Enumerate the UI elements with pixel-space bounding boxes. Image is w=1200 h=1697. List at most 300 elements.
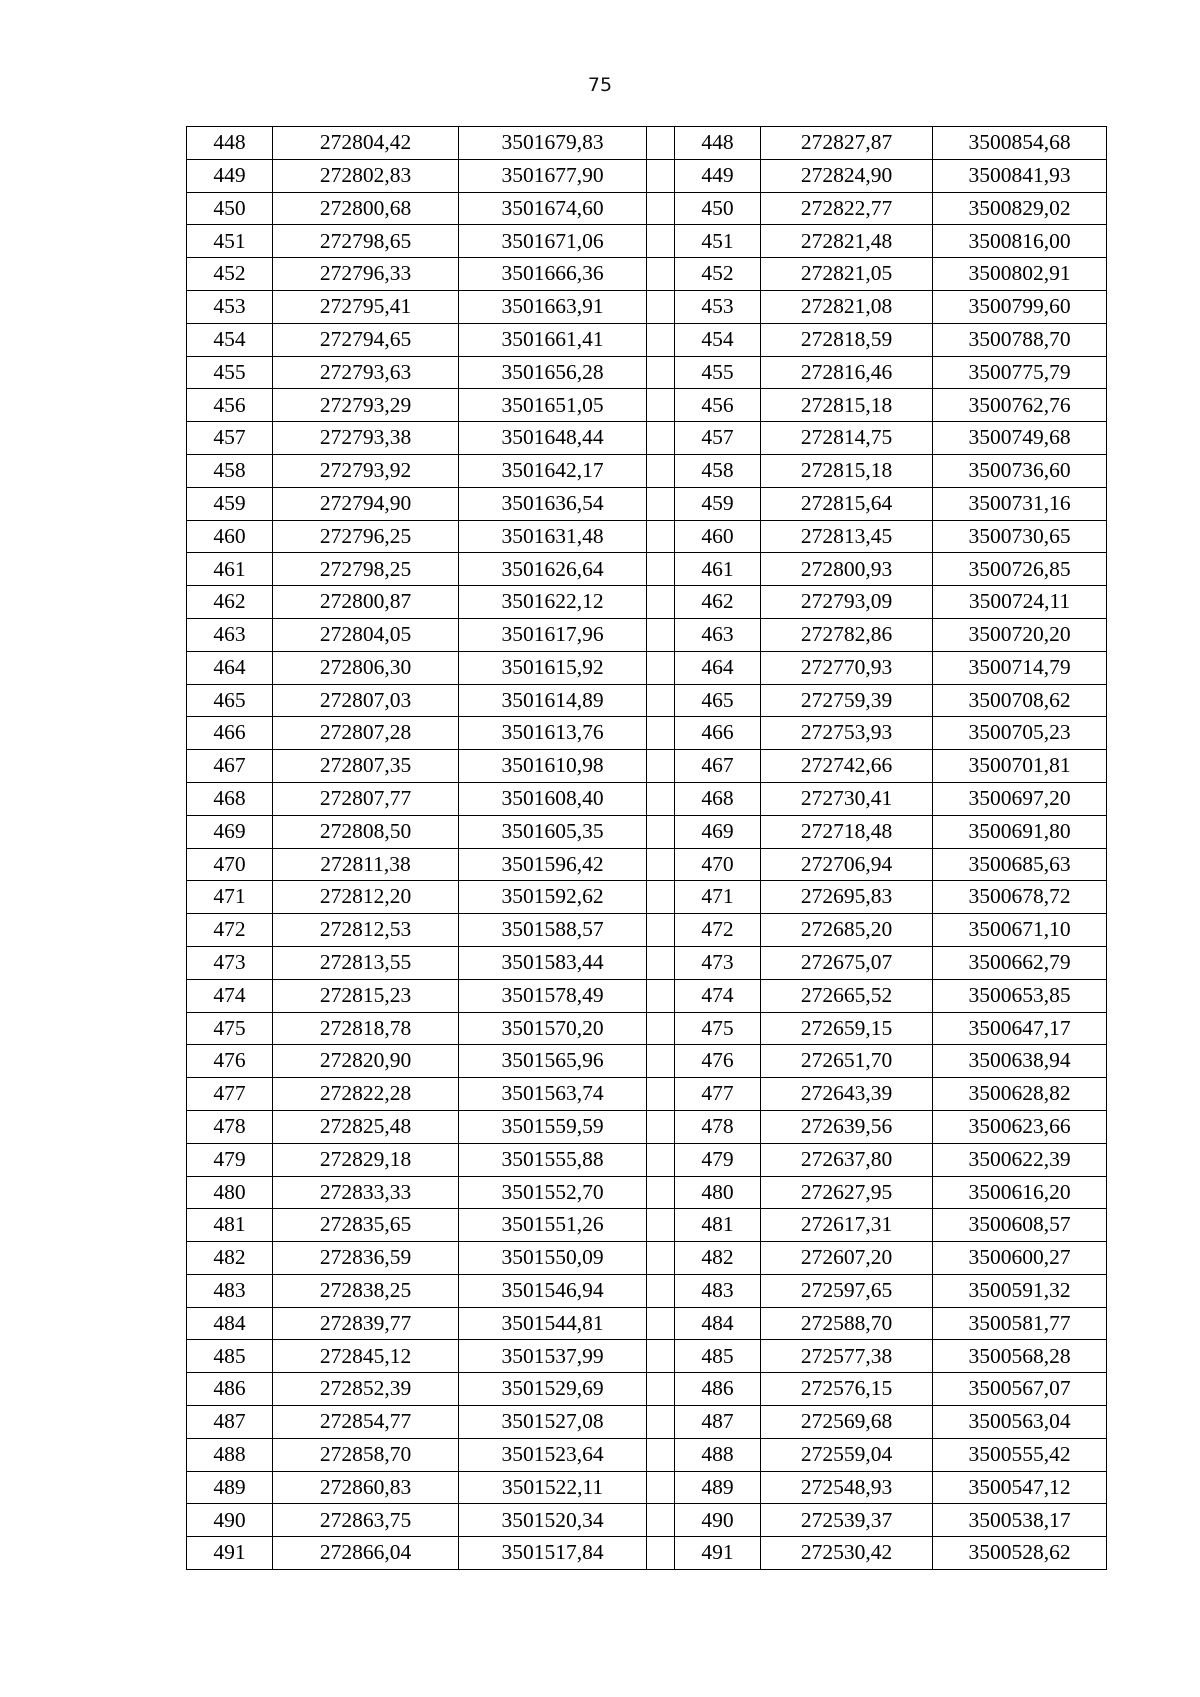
spacer-cell xyxy=(647,127,675,160)
spacer-cell xyxy=(647,1012,675,1045)
point-number-cell: 458 xyxy=(187,454,273,487)
point-number-cell: 481 xyxy=(187,1209,273,1242)
point-number-cell: 490 xyxy=(187,1504,273,1537)
point-number-cell: 470 xyxy=(187,848,273,881)
point-number-cell: 453 xyxy=(675,290,761,323)
x-coordinate-cell: 272798,65 xyxy=(273,225,459,258)
x-coordinate-cell: 272576,15 xyxy=(761,1373,933,1406)
spacer-cell xyxy=(647,356,675,389)
table-row xyxy=(187,159,1107,192)
x-coordinate-cell: 272807,28 xyxy=(273,717,459,750)
point-number-cell: 474 xyxy=(187,979,273,1012)
point-number-cell: 448 xyxy=(675,127,761,160)
x-coordinate-cell: 272816,46 xyxy=(761,356,933,389)
point-number-cell: 464 xyxy=(187,651,273,684)
x-coordinate-cell: 272821,48 xyxy=(761,225,933,258)
spacer-cell xyxy=(647,881,675,914)
y-coordinate-cell: 3501674,60 xyxy=(459,192,647,225)
y-coordinate-cell: 3500854,68 xyxy=(933,127,1107,160)
y-coordinate-cell: 3500671,10 xyxy=(933,914,1107,947)
spacer-cell xyxy=(647,487,675,520)
x-coordinate-cell: 272818,78 xyxy=(273,1012,459,1045)
table-row xyxy=(187,356,1107,389)
point-number-cell: 458 xyxy=(675,454,761,487)
x-coordinate-cell: 272824,90 xyxy=(761,159,933,192)
x-coordinate-cell: 272802,83 xyxy=(273,159,459,192)
x-coordinate-cell: 272794,90 xyxy=(273,487,459,520)
y-coordinate-cell: 3500563,04 xyxy=(933,1406,1107,1439)
spacer-cell xyxy=(647,520,675,553)
y-coordinate-cell: 3501626,64 xyxy=(459,553,647,586)
x-coordinate-cell: 272807,35 xyxy=(273,750,459,783)
point-number-cell: 487 xyxy=(675,1406,761,1439)
point-number-cell: 470 xyxy=(675,848,761,881)
point-number-cell: 463 xyxy=(187,618,273,651)
y-coordinate-cell: 3500841,93 xyxy=(933,159,1107,192)
table-row xyxy=(187,192,1107,225)
spacer-cell xyxy=(647,290,675,323)
x-coordinate-cell: 272812,53 xyxy=(273,914,459,947)
point-number-cell: 465 xyxy=(187,684,273,717)
point-number-cell: 460 xyxy=(675,520,761,553)
y-coordinate-cell: 3500714,79 xyxy=(933,651,1107,684)
table-row xyxy=(187,1242,1107,1275)
y-coordinate-cell: 3500788,70 xyxy=(933,323,1107,356)
table-row xyxy=(187,1537,1107,1570)
x-coordinate-cell: 272639,56 xyxy=(761,1110,933,1143)
x-coordinate-cell: 272759,39 xyxy=(761,684,933,717)
x-coordinate-cell: 272800,93 xyxy=(761,553,933,586)
spacer-cell xyxy=(647,1504,675,1537)
point-number-cell: 490 xyxy=(675,1504,761,1537)
spacer-cell xyxy=(647,553,675,586)
spacer-cell xyxy=(647,225,675,258)
point-number-cell: 478 xyxy=(675,1110,761,1143)
y-coordinate-cell: 3500591,32 xyxy=(933,1274,1107,1307)
x-coordinate-cell: 272559,04 xyxy=(761,1438,933,1471)
table-row xyxy=(187,487,1107,520)
point-number-cell: 486 xyxy=(187,1373,273,1406)
point-number-cell: 457 xyxy=(187,422,273,455)
x-coordinate-cell: 272827,87 xyxy=(761,127,933,160)
point-number-cell: 457 xyxy=(675,422,761,455)
spacer-cell xyxy=(647,1373,675,1406)
point-number-cell: 456 xyxy=(187,389,273,422)
y-coordinate-cell: 3501563,74 xyxy=(459,1078,647,1111)
table-row xyxy=(187,750,1107,783)
x-coordinate-cell: 272685,20 xyxy=(761,914,933,947)
y-coordinate-cell: 3501588,57 xyxy=(459,914,647,947)
table-row xyxy=(187,651,1107,684)
point-number-cell: 488 xyxy=(675,1438,761,1471)
y-coordinate-cell: 3501648,44 xyxy=(459,422,647,455)
x-coordinate-cell: 272793,92 xyxy=(273,454,459,487)
x-coordinate-cell: 272793,63 xyxy=(273,356,459,389)
spacer-cell xyxy=(647,848,675,881)
point-number-cell: 468 xyxy=(187,782,273,815)
point-number-cell: 459 xyxy=(187,487,273,520)
spacer-cell xyxy=(647,1537,675,1570)
point-number-cell: 469 xyxy=(675,815,761,848)
y-coordinate-cell: 3500608,57 xyxy=(933,1209,1107,1242)
table-row xyxy=(187,225,1107,258)
y-coordinate-cell: 3500736,60 xyxy=(933,454,1107,487)
point-number-cell: 485 xyxy=(675,1340,761,1373)
x-coordinate-cell: 272651,70 xyxy=(761,1045,933,1078)
y-coordinate-cell: 3500802,91 xyxy=(933,258,1107,291)
table-row xyxy=(187,618,1107,651)
point-number-cell: 468 xyxy=(675,782,761,815)
table-row xyxy=(187,1045,1107,1078)
point-number-cell: 462 xyxy=(187,586,273,619)
coordinates-table-body xyxy=(187,127,1107,1570)
spacer-cell xyxy=(647,618,675,651)
spacer-cell xyxy=(647,815,675,848)
table-row xyxy=(187,389,1107,422)
table-row xyxy=(187,290,1107,323)
x-coordinate-cell: 272665,52 xyxy=(761,979,933,1012)
x-coordinate-cell: 272858,70 xyxy=(273,1438,459,1471)
point-number-cell: 466 xyxy=(675,717,761,750)
y-coordinate-cell: 3500724,11 xyxy=(933,586,1107,619)
spacer-cell xyxy=(647,1176,675,1209)
y-coordinate-cell: 3500568,28 xyxy=(933,1340,1107,1373)
y-coordinate-cell: 3500775,79 xyxy=(933,356,1107,389)
spacer-cell xyxy=(647,192,675,225)
point-number-cell: 486 xyxy=(675,1373,761,1406)
y-coordinate-cell: 3501555,88 xyxy=(459,1143,647,1176)
x-coordinate-cell: 272796,33 xyxy=(273,258,459,291)
x-coordinate-cell: 272804,42 xyxy=(273,127,459,160)
point-number-cell: 483 xyxy=(675,1274,761,1307)
point-number-cell: 487 xyxy=(187,1406,273,1439)
y-coordinate-cell: 3501631,48 xyxy=(459,520,647,553)
x-coordinate-cell: 272815,18 xyxy=(761,454,933,487)
point-number-cell: 462 xyxy=(675,586,761,619)
x-coordinate-cell: 272530,42 xyxy=(761,1537,933,1570)
x-coordinate-cell: 272588,70 xyxy=(761,1307,933,1340)
y-coordinate-cell: 3500538,17 xyxy=(933,1504,1107,1537)
table-row xyxy=(187,1143,1107,1176)
table-row xyxy=(187,1209,1107,1242)
x-coordinate-cell: 272845,12 xyxy=(273,1340,459,1373)
spacer-cell xyxy=(647,258,675,291)
y-coordinate-cell: 3500685,63 xyxy=(933,848,1107,881)
y-coordinate-cell: 3500628,82 xyxy=(933,1078,1107,1111)
point-number-cell: 451 xyxy=(675,225,761,258)
point-number-cell: 482 xyxy=(675,1242,761,1275)
point-number-cell: 456 xyxy=(675,389,761,422)
table-row xyxy=(187,1406,1107,1439)
table-row xyxy=(187,1078,1107,1111)
point-number-cell: 461 xyxy=(675,553,761,586)
point-number-cell: 473 xyxy=(187,946,273,979)
point-number-cell: 480 xyxy=(675,1176,761,1209)
point-number-cell: 475 xyxy=(187,1012,273,1045)
point-number-cell: 467 xyxy=(675,750,761,783)
table-row xyxy=(187,1504,1107,1537)
spacer-cell xyxy=(647,1307,675,1340)
point-number-cell: 471 xyxy=(675,881,761,914)
x-coordinate-cell: 272807,77 xyxy=(273,782,459,815)
x-coordinate-cell: 272825,48 xyxy=(273,1110,459,1143)
point-number-cell: 485 xyxy=(187,1340,273,1373)
spacer-cell xyxy=(647,684,675,717)
x-coordinate-cell: 272800,87 xyxy=(273,586,459,619)
spacer-cell xyxy=(647,1209,675,1242)
point-number-cell: 491 xyxy=(675,1537,761,1570)
point-number-cell: 454 xyxy=(187,323,273,356)
y-coordinate-cell: 3500720,20 xyxy=(933,618,1107,651)
point-number-cell: 484 xyxy=(187,1307,273,1340)
y-coordinate-cell: 3500622,39 xyxy=(933,1143,1107,1176)
y-coordinate-cell: 3501677,90 xyxy=(459,159,647,192)
point-number-cell: 460 xyxy=(187,520,273,553)
x-coordinate-cell: 272835,65 xyxy=(273,1209,459,1242)
table-row xyxy=(187,1471,1107,1504)
point-number-cell: 472 xyxy=(187,914,273,947)
y-coordinate-cell: 3501608,40 xyxy=(459,782,647,815)
y-coordinate-cell: 3501596,42 xyxy=(459,848,647,881)
point-number-cell: 453 xyxy=(187,290,273,323)
y-coordinate-cell: 3501529,69 xyxy=(459,1373,647,1406)
point-number-cell: 484 xyxy=(675,1307,761,1340)
spacer-cell xyxy=(647,1274,675,1307)
point-number-cell: 477 xyxy=(675,1078,761,1111)
x-coordinate-cell: 272821,05 xyxy=(761,258,933,291)
y-coordinate-cell: 3500528,62 xyxy=(933,1537,1107,1570)
spacer-cell xyxy=(647,979,675,1012)
y-coordinate-cell: 3500581,77 xyxy=(933,1307,1107,1340)
spacer-cell xyxy=(647,1340,675,1373)
point-number-cell: 482 xyxy=(187,1242,273,1275)
table-row xyxy=(187,1307,1107,1340)
point-number-cell: 476 xyxy=(675,1045,761,1078)
point-number-cell: 449 xyxy=(187,159,273,192)
spacer-cell xyxy=(647,422,675,455)
spacer-cell xyxy=(647,1242,675,1275)
point-number-cell: 489 xyxy=(675,1471,761,1504)
y-coordinate-cell: 3501559,59 xyxy=(459,1110,647,1143)
x-coordinate-cell: 272854,77 xyxy=(273,1406,459,1439)
point-number-cell: 477 xyxy=(187,1078,273,1111)
y-coordinate-cell: 3501527,08 xyxy=(459,1406,647,1439)
point-number-cell: 491 xyxy=(187,1537,273,1570)
x-coordinate-cell: 272569,68 xyxy=(761,1406,933,1439)
x-coordinate-cell: 272813,55 xyxy=(273,946,459,979)
y-coordinate-cell: 3501622,12 xyxy=(459,586,647,619)
table-row xyxy=(187,520,1107,553)
x-coordinate-cell: 272539,37 xyxy=(761,1504,933,1537)
table-row xyxy=(187,323,1107,356)
table-row xyxy=(187,848,1107,881)
y-coordinate-cell: 3501661,41 xyxy=(459,323,647,356)
spacer-cell xyxy=(647,323,675,356)
spacer-cell xyxy=(647,782,675,815)
y-coordinate-cell: 3500730,65 xyxy=(933,520,1107,553)
y-coordinate-cell: 3500600,27 xyxy=(933,1242,1107,1275)
x-coordinate-cell: 272808,50 xyxy=(273,815,459,848)
x-coordinate-cell: 272807,03 xyxy=(273,684,459,717)
y-coordinate-cell: 3500731,16 xyxy=(933,487,1107,520)
table-row xyxy=(187,1340,1107,1373)
x-coordinate-cell: 272815,18 xyxy=(761,389,933,422)
y-coordinate-cell: 3501666,36 xyxy=(459,258,647,291)
y-coordinate-cell: 3501605,35 xyxy=(459,815,647,848)
y-coordinate-cell: 3501610,98 xyxy=(459,750,647,783)
x-coordinate-cell: 272811,38 xyxy=(273,848,459,881)
table-row xyxy=(187,1274,1107,1307)
y-coordinate-cell: 3501656,28 xyxy=(459,356,647,389)
point-number-cell: 479 xyxy=(187,1143,273,1176)
x-coordinate-cell: 272863,75 xyxy=(273,1504,459,1537)
x-coordinate-cell: 272820,90 xyxy=(273,1045,459,1078)
point-number-cell: 479 xyxy=(675,1143,761,1176)
y-coordinate-cell: 3501517,84 xyxy=(459,1537,647,1570)
point-number-cell: 474 xyxy=(675,979,761,1012)
point-number-cell: 472 xyxy=(675,914,761,947)
x-coordinate-cell: 272815,23 xyxy=(273,979,459,1012)
point-number-cell: 452 xyxy=(187,258,273,291)
y-coordinate-cell: 3501663,91 xyxy=(459,290,647,323)
point-number-cell: 466 xyxy=(187,717,273,750)
y-coordinate-cell: 3501578,49 xyxy=(459,979,647,1012)
table-row xyxy=(187,258,1107,291)
spacer-cell xyxy=(647,717,675,750)
table-row xyxy=(187,1373,1107,1406)
x-coordinate-cell: 272706,94 xyxy=(761,848,933,881)
point-number-cell: 461 xyxy=(187,553,273,586)
table-row xyxy=(187,946,1107,979)
x-coordinate-cell: 272643,39 xyxy=(761,1078,933,1111)
x-coordinate-cell: 272637,80 xyxy=(761,1143,933,1176)
table-row xyxy=(187,914,1107,947)
y-coordinate-cell: 3501565,96 xyxy=(459,1045,647,1078)
x-coordinate-cell: 272798,25 xyxy=(273,553,459,586)
x-coordinate-cell: 272796,25 xyxy=(273,520,459,553)
page-number: 75 xyxy=(587,74,613,96)
point-number-cell: 469 xyxy=(187,815,273,848)
y-coordinate-cell: 3501592,62 xyxy=(459,881,647,914)
point-number-cell: 451 xyxy=(187,225,273,258)
table-row xyxy=(187,684,1107,717)
point-number-cell: 467 xyxy=(187,750,273,783)
point-number-cell: 488 xyxy=(187,1438,273,1471)
x-coordinate-cell: 272800,68 xyxy=(273,192,459,225)
y-coordinate-cell: 3500749,68 xyxy=(933,422,1107,455)
y-coordinate-cell: 3501614,89 xyxy=(459,684,647,717)
spacer-cell xyxy=(647,159,675,192)
x-coordinate-cell: 272742,66 xyxy=(761,750,933,783)
x-coordinate-cell: 272866,04 xyxy=(273,1537,459,1570)
spacer-cell xyxy=(647,750,675,783)
x-coordinate-cell: 272675,07 xyxy=(761,946,933,979)
y-coordinate-cell: 3500616,20 xyxy=(933,1176,1107,1209)
spacer-cell xyxy=(647,1110,675,1143)
y-coordinate-cell: 3501617,96 xyxy=(459,618,647,651)
y-coordinate-cell: 3501552,70 xyxy=(459,1176,647,1209)
point-number-cell: 465 xyxy=(675,684,761,717)
point-number-cell: 489 xyxy=(187,1471,273,1504)
y-coordinate-cell: 3501583,44 xyxy=(459,946,647,979)
table-row xyxy=(187,979,1107,1012)
point-number-cell: 480 xyxy=(187,1176,273,1209)
y-coordinate-cell: 3501642,17 xyxy=(459,454,647,487)
point-number-cell: 454 xyxy=(675,323,761,356)
x-coordinate-cell: 272822,77 xyxy=(761,192,933,225)
x-coordinate-cell: 272838,25 xyxy=(273,1274,459,1307)
x-coordinate-cell: 272815,64 xyxy=(761,487,933,520)
table-row xyxy=(187,1110,1107,1143)
table-row xyxy=(187,815,1107,848)
spacer-cell xyxy=(647,1045,675,1078)
y-coordinate-cell: 3500653,85 xyxy=(933,979,1107,1012)
table-row xyxy=(187,717,1107,750)
x-coordinate-cell: 272770,93 xyxy=(761,651,933,684)
y-coordinate-cell: 3501636,54 xyxy=(459,487,647,520)
x-coordinate-cell: 272818,59 xyxy=(761,323,933,356)
y-coordinate-cell: 3500647,17 xyxy=(933,1012,1107,1045)
x-coordinate-cell: 272617,31 xyxy=(761,1209,933,1242)
table-row xyxy=(187,1438,1107,1471)
table-row xyxy=(187,881,1107,914)
spacer-cell xyxy=(647,946,675,979)
x-coordinate-cell: 272577,38 xyxy=(761,1340,933,1373)
spacer-cell xyxy=(647,914,675,947)
y-coordinate-cell: 3500697,20 xyxy=(933,782,1107,815)
y-coordinate-cell: 3501651,05 xyxy=(459,389,647,422)
x-coordinate-cell: 272730,41 xyxy=(761,782,933,815)
point-number-cell: 464 xyxy=(675,651,761,684)
spacer-cell xyxy=(647,1471,675,1504)
y-coordinate-cell: 3500816,00 xyxy=(933,225,1107,258)
point-number-cell: 449 xyxy=(675,159,761,192)
point-number-cell: 452 xyxy=(675,258,761,291)
x-coordinate-cell: 272794,65 xyxy=(273,323,459,356)
x-coordinate-cell: 272795,41 xyxy=(273,290,459,323)
y-coordinate-cell: 3501615,92 xyxy=(459,651,647,684)
y-coordinate-cell: 3501570,20 xyxy=(459,1012,647,1045)
point-number-cell: 463 xyxy=(675,618,761,651)
point-number-cell: 483 xyxy=(187,1274,273,1307)
point-number-cell: 450 xyxy=(187,192,273,225)
x-coordinate-cell: 272813,45 xyxy=(761,520,933,553)
y-coordinate-cell: 3500726,85 xyxy=(933,553,1107,586)
y-coordinate-cell: 3500691,80 xyxy=(933,815,1107,848)
spacer-cell xyxy=(647,1438,675,1471)
point-number-cell: 450 xyxy=(675,192,761,225)
x-coordinate-cell: 272695,83 xyxy=(761,881,933,914)
spacer-cell xyxy=(647,1143,675,1176)
y-coordinate-cell: 3500623,66 xyxy=(933,1110,1107,1143)
x-coordinate-cell: 272718,48 xyxy=(761,815,933,848)
x-coordinate-cell: 272793,38 xyxy=(273,422,459,455)
x-coordinate-cell: 272814,75 xyxy=(761,422,933,455)
x-coordinate-cell: 272627,95 xyxy=(761,1176,933,1209)
point-number-cell: 448 xyxy=(187,127,273,160)
y-coordinate-cell: 3500799,60 xyxy=(933,290,1107,323)
point-number-cell: 455 xyxy=(187,356,273,389)
x-coordinate-cell: 272821,08 xyxy=(761,290,933,323)
x-coordinate-cell: 272812,20 xyxy=(273,881,459,914)
x-coordinate-cell: 272860,83 xyxy=(273,1471,459,1504)
y-coordinate-cell: 3501550,09 xyxy=(459,1242,647,1275)
spacer-cell xyxy=(647,1406,675,1439)
y-coordinate-cell: 3500701,81 xyxy=(933,750,1107,783)
y-coordinate-cell: 3500567,07 xyxy=(933,1373,1107,1406)
y-coordinate-cell: 3500829,02 xyxy=(933,192,1107,225)
x-coordinate-cell: 272829,18 xyxy=(273,1143,459,1176)
